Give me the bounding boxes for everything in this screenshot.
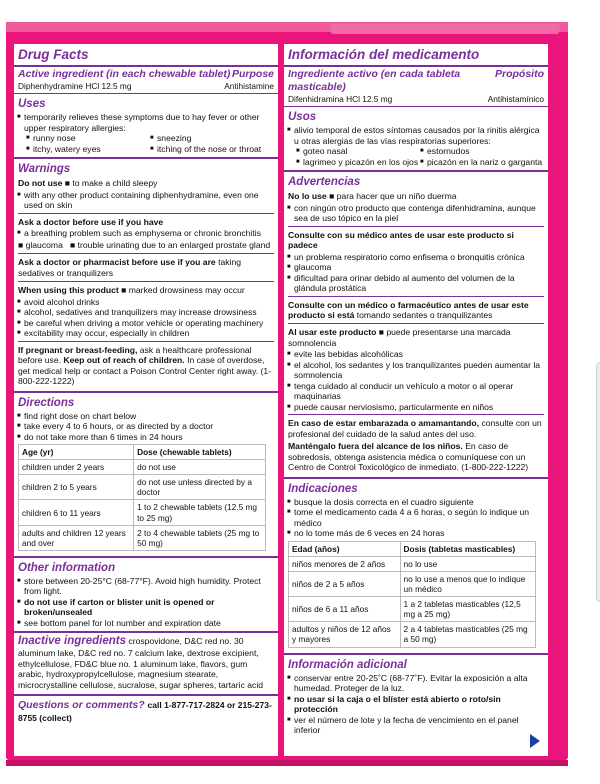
panel-title: Información del medicamento	[284, 44, 548, 67]
ask-doctor-item: ■ dificultad para orinar debido al aumento del volumen de la glándula prostática	[284, 273, 548, 294]
directions-item: ■ busque la dosis correcta en el cuadro siguiente	[284, 497, 548, 507]
directions-section	[14, 393, 278, 558]
ask-pharmacist-heading: Consulte con un médico o farmacéutico antes de usar este producto si está	[288, 299, 529, 320]
symptom-item: ■ sneezing	[150, 133, 274, 143]
pregnancy-text: consulte con un profesional del cuidado de la salud antes del uso.	[288, 418, 542, 439]
warnings-section	[284, 172, 548, 479]
ask-doctor-item: ■ a breathing problem such as emphysema or chronic bronchitis	[14, 228, 278, 238]
table-row	[19, 525, 266, 550]
when-using-heading: When using this product	[18, 285, 119, 296]
table-cell: 1 to 2 chewable tablets (12.5 mg to 25 mg)	[134, 500, 266, 525]
other-info-section	[14, 558, 278, 633]
active-ingredient-header	[284, 67, 548, 94]
ask-doctor-item: trouble urinating due to an enlarged prostate gland	[77, 239, 271, 250]
directions-item: ■ find right dose on chart below	[14, 411, 278, 421]
inactive-text: crospovidone, D&C red no. 30 aluminum lake, D&C red no. 7 calcium lake, dextrose excipient, ethylcellulose, FD&C blue no. 1 aluminum lake, flavors, gum arabic, hydroxypropylcellulose, magnesium stearate, microcrystalline cellulose, sucralose, sugar spheres, tartaric acid	[18, 636, 264, 690]
ingredient-name: Diphenhydramine HCl 12.5 mg	[18, 81, 132, 92]
keep-out-bold: Manténgalo fuera del alcance de los niños.	[288, 441, 463, 452]
warnings-section	[14, 159, 278, 392]
other-info-item: ■ ver el número de lote y la fecha de vencimiento en el panel inferior	[284, 715, 548, 736]
when-using-item: puede presentarse una marcada somnolencia	[288, 327, 511, 348]
ask-pharmacist-heading: Ask a doctor or pharmacist before use if you are	[18, 257, 216, 268]
ingredient-name: Difenhidramina HCl 12.5 mg	[288, 94, 393, 105]
do-not-use-line: Do not use ■ to make a child sleepy	[18, 178, 158, 189]
table-header-row	[289, 541, 536, 556]
when-using-item: ■ avoid alcohol drinks	[14, 297, 278, 307]
ask-pharmacist-line	[14, 256, 278, 279]
ask-pharmacist-line	[284, 299, 548, 322]
symptom-row	[14, 144, 278, 154]
dosage-table	[288, 541, 536, 648]
symptom-item: ■ itchy, watery eyes	[26, 144, 150, 154]
purpose-heading: Purpose	[231, 68, 274, 81]
table-row	[19, 460, 266, 475]
active-ingredient-header	[14, 67, 278, 81]
ask-doctor-item: ■ glaucoma	[284, 262, 548, 272]
inactive-heading: Inactive ingredients	[18, 635, 127, 648]
when-using-item: ■ evite las bebidas alcohólicas	[284, 349, 548, 359]
uses-section	[284, 107, 548, 172]
when-using-item: marked drowsiness may occur	[128, 285, 245, 296]
table-header: Dosis (tabletas masticables)	[400, 541, 535, 556]
ingredient-row	[14, 81, 278, 94]
symptom-item: ■ itching of the nose or throat	[150, 144, 274, 154]
ingredient-purpose: Antihistamínico	[487, 94, 544, 105]
other-info-item: ■ store between 20-25°C (68-77°F). Avoid high humidity. Protect from light.	[14, 576, 278, 597]
table-header: Age (yr)	[19, 445, 134, 460]
active-ingredient-heading: Active ingredient (in each chewable tablet)	[18, 68, 231, 81]
questions-line	[14, 696, 278, 728]
table-cell: no lo use	[400, 556, 535, 571]
when-using-item: ■ excitability may occur, especially in children	[14, 328, 278, 338]
table-row	[19, 500, 266, 525]
table-cell: do not use	[134, 460, 266, 475]
other-info-item: ■ do not use if carton or blister unit is opened or broken/unsealed	[14, 597, 278, 618]
directions-heading: Directions	[18, 396, 75, 409]
when-using-line: When using this product ■ marked drowsiness may occur	[18, 285, 245, 296]
ingredient-purpose: Antihistamine	[224, 81, 274, 92]
ingredient-row	[284, 94, 548, 107]
uses-heading: Usos	[288, 111, 317, 124]
table-cell: children 2 to 5 years	[19, 475, 134, 500]
dosage-table	[18, 444, 266, 551]
ask-pharmacist-text: taking sedatives or tranquilizers	[18, 257, 242, 278]
keep-out-text: In case of overdose, get medical help or contact a Poison Control Center right away. (1-800-222-1222)	[18, 355, 272, 387]
symptom-item: ■ picazón en la nariz o garganta	[420, 157, 544, 167]
other-info-heading: Información adicional	[288, 658, 407, 671]
questions-heading: Questions or comments?	[18, 699, 145, 712]
symptom-item: ■ estornudos	[420, 146, 544, 156]
carton-flap	[330, 24, 560, 34]
when-using-item: ■ alcohol, sedatives and tranquilizers may increase drowsiness	[14, 307, 278, 317]
other-info-section	[284, 655, 548, 739]
arrow-right-icon	[530, 734, 540, 748]
when-using-heading: Al usar este producto	[288, 327, 377, 338]
table-row	[289, 571, 536, 596]
pregnancy-bold: If pregnant or breast-feeding,	[18, 344, 138, 355]
do-not-use-item: para hacer que un niño duerma	[336, 191, 457, 202]
drug-facts-panel	[14, 44, 278, 756]
pregnancy-warning	[14, 344, 278, 388]
table-cell: adults and children 12 years and over	[19, 525, 134, 550]
other-info-item: ■ conservar entre 20-25˚C (68-77˚F). Evitar la exposición a alta humedad. Proteger de la luz.	[284, 673, 548, 694]
when-using-item: ■ el alcohol, los sedantes y los tranquilizantes pueden aumentar la somnolencia	[284, 360, 548, 381]
questions-phone: call 1-877-717-2824 or 215-273-8755 (collect)	[18, 700, 272, 724]
directions-item: ■ do not take more than 6 times in 24 hours	[14, 432, 278, 442]
table-header: Dose (chewable tablets)	[134, 445, 266, 460]
uses-heading: Uses	[18, 98, 46, 111]
symptom-item: ■ goteo nasal	[296, 146, 420, 156]
active-ingredient-heading: Ingrediente activo (en cada tableta masticable)	[288, 68, 461, 94]
side-card	[596, 362, 600, 602]
other-info-heading: Other information	[18, 561, 116, 574]
directions-item: ■ tome el medicamento cada 4 a 6 horas, o según lo indique un médico	[284, 507, 548, 528]
table-cell: 2 to 4 chewable tablets (25 mg to 50 mg)	[134, 525, 266, 550]
when-using-item: ■ be careful when driving a motor vehicle or operating machinery	[14, 318, 278, 328]
ask-doctor-line: ■ glaucoma ■ trouble urinating due to an enlarged prostate gland	[18, 239, 271, 250]
do-not-use-item: to make a child sleepy	[72, 178, 158, 189]
directions-heading: Indicaciones	[288, 482, 358, 495]
pregnancy-warning	[284, 417, 548, 440]
informacion-panel	[284, 44, 548, 756]
table-cell: 2 a 4 tabletas masticables (25 mg a 50 mg)	[400, 622, 535, 647]
table-cell: children 6 to 11 years	[19, 500, 134, 525]
when-using-line: Al usar este producto ■ puede presentarse una marcada somnolencia	[288, 327, 511, 348]
table-row	[289, 556, 536, 571]
ask-doctor-item: ■ un problema respiratorio como enfisema o bronquitis crónica	[284, 252, 548, 262]
panel-title: Drug Facts	[14, 44, 278, 67]
ask-pharmacist-text: tomando sedantes o tranquilizantes	[356, 309, 493, 320]
symptom-row	[14, 133, 278, 143]
when-using-item: ■ tenga cuidado al conducir un vehículo a motor o al operar maquinarias	[284, 381, 548, 402]
carton-bottom-edge	[6, 760, 568, 766]
do-not-use-line: No lo use ■ para hacer que un niño duerma	[288, 191, 457, 202]
inactive-section	[14, 633, 278, 696]
table-cell: no lo use a menos que lo indique un médico	[400, 571, 535, 596]
table-cell: niños de 6 a 11 años	[289, 597, 401, 622]
other-info-item: ■ see bottom panel for lot number and expiration date	[14, 618, 278, 628]
symptom-row	[284, 146, 548, 156]
symptom-row	[284, 157, 548, 167]
other-info-item: ■ no usar si la caja o el blíster está abierto o roto/sin protección	[284, 694, 548, 715]
table-cell: children under 2 years	[19, 460, 134, 475]
directions-item: ■ no lo tome más de 6 veces en 24 horas	[284, 528, 548, 538]
uses-section	[14, 94, 278, 159]
keep-out-warning	[284, 440, 548, 473]
directions-item: ■ take every 4 to 6 hours, or as directed by a doctor	[14, 421, 278, 431]
do-not-use-item: ■ con ningún otro producto que contenga difenhidramina, aunque sea de uso tópico en la piel	[284, 203, 548, 224]
table-cell: 1 a 2 tabletas masticables (12,5 mg a 25 mg)	[400, 597, 535, 622]
directions-section	[284, 479, 548, 655]
table-header-row	[19, 445, 266, 460]
warnings-heading: Advertencias	[288, 176, 361, 189]
symptom-item: ■ lagrimeo y picazón en los ojos	[296, 157, 420, 167]
uses-intro: ■ temporarily relieves these symptoms due to hay fever or other upper respiratory allergies:	[14, 112, 278, 133]
do-not-use-label: No lo use	[288, 191, 327, 202]
table-header: Edad (años)	[289, 541, 401, 556]
table-cell: niños menores de 2 años	[289, 556, 401, 571]
do-not-use-label: Do not use	[18, 178, 63, 189]
ask-doctor-heading: Consulte con su médico antes de usar este producto si padece	[288, 229, 514, 251]
table-row	[19, 475, 266, 500]
ask-doctor-heading: Ask a doctor before use if you have	[18, 216, 164, 227]
table-row	[289, 622, 536, 647]
warnings-heading: Warnings	[18, 163, 71, 176]
pregnancy-text: ask a healthcare professional before use.	[18, 344, 252, 366]
keep-out-text: En caso de sobredosis, obtenga asistencia médica o comuníquese con un Centro de Control Toxicológico de inmediato. (1-800-222-1222)	[288, 441, 529, 473]
purpose-heading: Propósito	[495, 68, 544, 81]
ask-doctor-item: glaucoma	[25, 239, 63, 250]
table-cell: do not use unless directed by a doctor	[134, 475, 266, 500]
symptom-item: ■ runny nose	[26, 133, 150, 143]
do-not-use-item: ■ with any other product containing diphenhydramine, even one used on skin	[14, 190, 278, 211]
when-using-item: ■ puede causar nerviosismo, particularmente en niños	[284, 402, 548, 412]
table-cell: adultos y niños de 12 años y mayores	[289, 622, 401, 647]
table-row	[289, 597, 536, 622]
inactive-block	[14, 633, 278, 691]
table-cell: niños de 2 a 5 años	[289, 571, 401, 596]
keep-out-bold: Keep out of reach of children.	[63, 355, 185, 366]
pregnancy-bold: En caso de estar embarazada o amamantando,	[288, 418, 480, 429]
uses-intro: ■ alivio temporal de estos síntomas causados por la rinitis alérgica u otras alergias de las vías respiratorias superiores:	[284, 125, 548, 146]
